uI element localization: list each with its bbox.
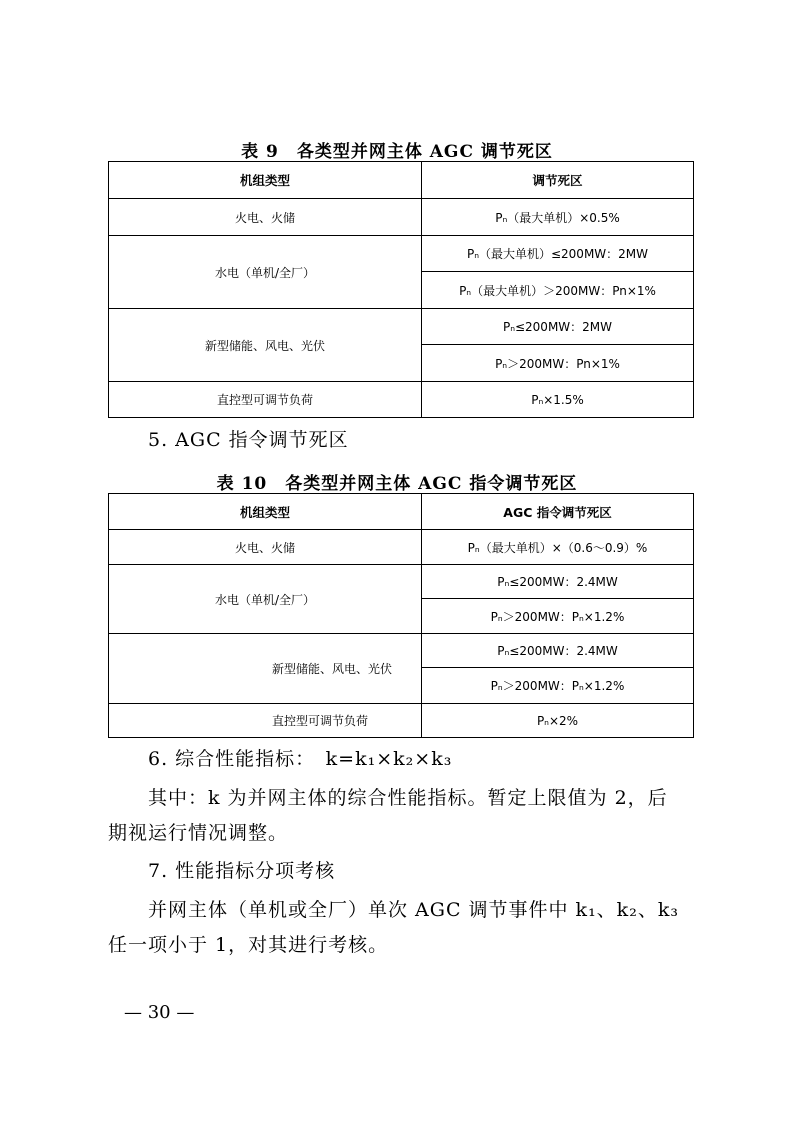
paragraph-6-line-1: 其中：k 为并网主体的综合性能指标。暂定上限值为 2，后 xyxy=(148,787,668,809)
table10-row-type: 水电（单机/全厂） xyxy=(109,565,422,634)
table10 xyxy=(108,493,694,738)
table9-row-value: Pₙ＞200MW：Pn×1% xyxy=(422,345,694,382)
table10-row-type: 直控型可调节负荷 xyxy=(109,704,422,738)
table10-row-value: Pₙ≤200MW：2.4MW xyxy=(422,565,694,599)
table9-caption: 表 9 各类型并网主体 AGC 调节死区 xyxy=(241,142,553,162)
table9 xyxy=(108,161,694,418)
paragraph-7-line-2: 任一项小于 1，对其进行考核。 xyxy=(108,934,389,956)
table9-header-deadband: 调节死区 xyxy=(422,162,694,199)
table9-row-type: 水电（单机/全厂） xyxy=(109,236,422,309)
table9-row-value: Pₙ×1.5% xyxy=(422,382,694,418)
section-6-heading: 6. 综合性能指标： k=k₁×k₂×k₃ xyxy=(148,748,453,770)
table9-row-value: Pₙ（最大单机）＞200MW：Pn×1% xyxy=(422,272,694,309)
table9-row-value: Pₙ≤200MW：2MW xyxy=(422,309,694,345)
table9-row-value: Pₙ（最大单机）≤200MW：2MW xyxy=(422,236,694,272)
table10-row-value: Pₙ＞200MW：Pₙ×1.2% xyxy=(422,668,694,704)
table9-header-type: 机组类型 xyxy=(109,162,422,199)
paragraph-7-line-1: 并网主体（单机或全厂）单次 AGC 调节事件中 k₁、k₂、k₃ xyxy=(148,899,679,921)
table10-row-type: 火电、火储 xyxy=(109,530,422,565)
table10-row-value: Pₙ×2% xyxy=(422,704,694,738)
section-7-heading: 7. 性能指标分项考核 xyxy=(148,860,336,882)
table10-caption: 表 10 各类型并网主体 AGC 指令调节死区 xyxy=(216,474,578,494)
table10-row-type: 新型储能、风电、光伏 xyxy=(109,634,422,704)
table10-header-type: 机组类型 xyxy=(109,494,422,530)
paragraph-6-line-2: 期视运行情况调整。 xyxy=(108,822,289,844)
page-number: — 30 — xyxy=(124,1002,195,1023)
table9-row-type: 火电、火储 xyxy=(109,199,422,236)
table10-row-value: Pₙ＞200MW：Pₙ×1.2% xyxy=(422,599,694,634)
table9-row-type: 直控型可调节负荷 xyxy=(109,382,422,418)
table9-row-type: 新型储能、风电、光伏 xyxy=(109,309,422,382)
table9-row-value: Pₙ（最大单机）×0.5% xyxy=(422,199,694,236)
table10-header-deadband: AGC 指令调节死区 xyxy=(422,494,694,530)
section-5-heading: 5. AGC 指令调节死区 xyxy=(148,429,349,451)
table10-row-value: Pₙ（最大单机）×（0.6～0.9）% xyxy=(422,530,694,565)
table10-row-value: Pₙ≤200MW：2.4MW xyxy=(422,634,694,668)
